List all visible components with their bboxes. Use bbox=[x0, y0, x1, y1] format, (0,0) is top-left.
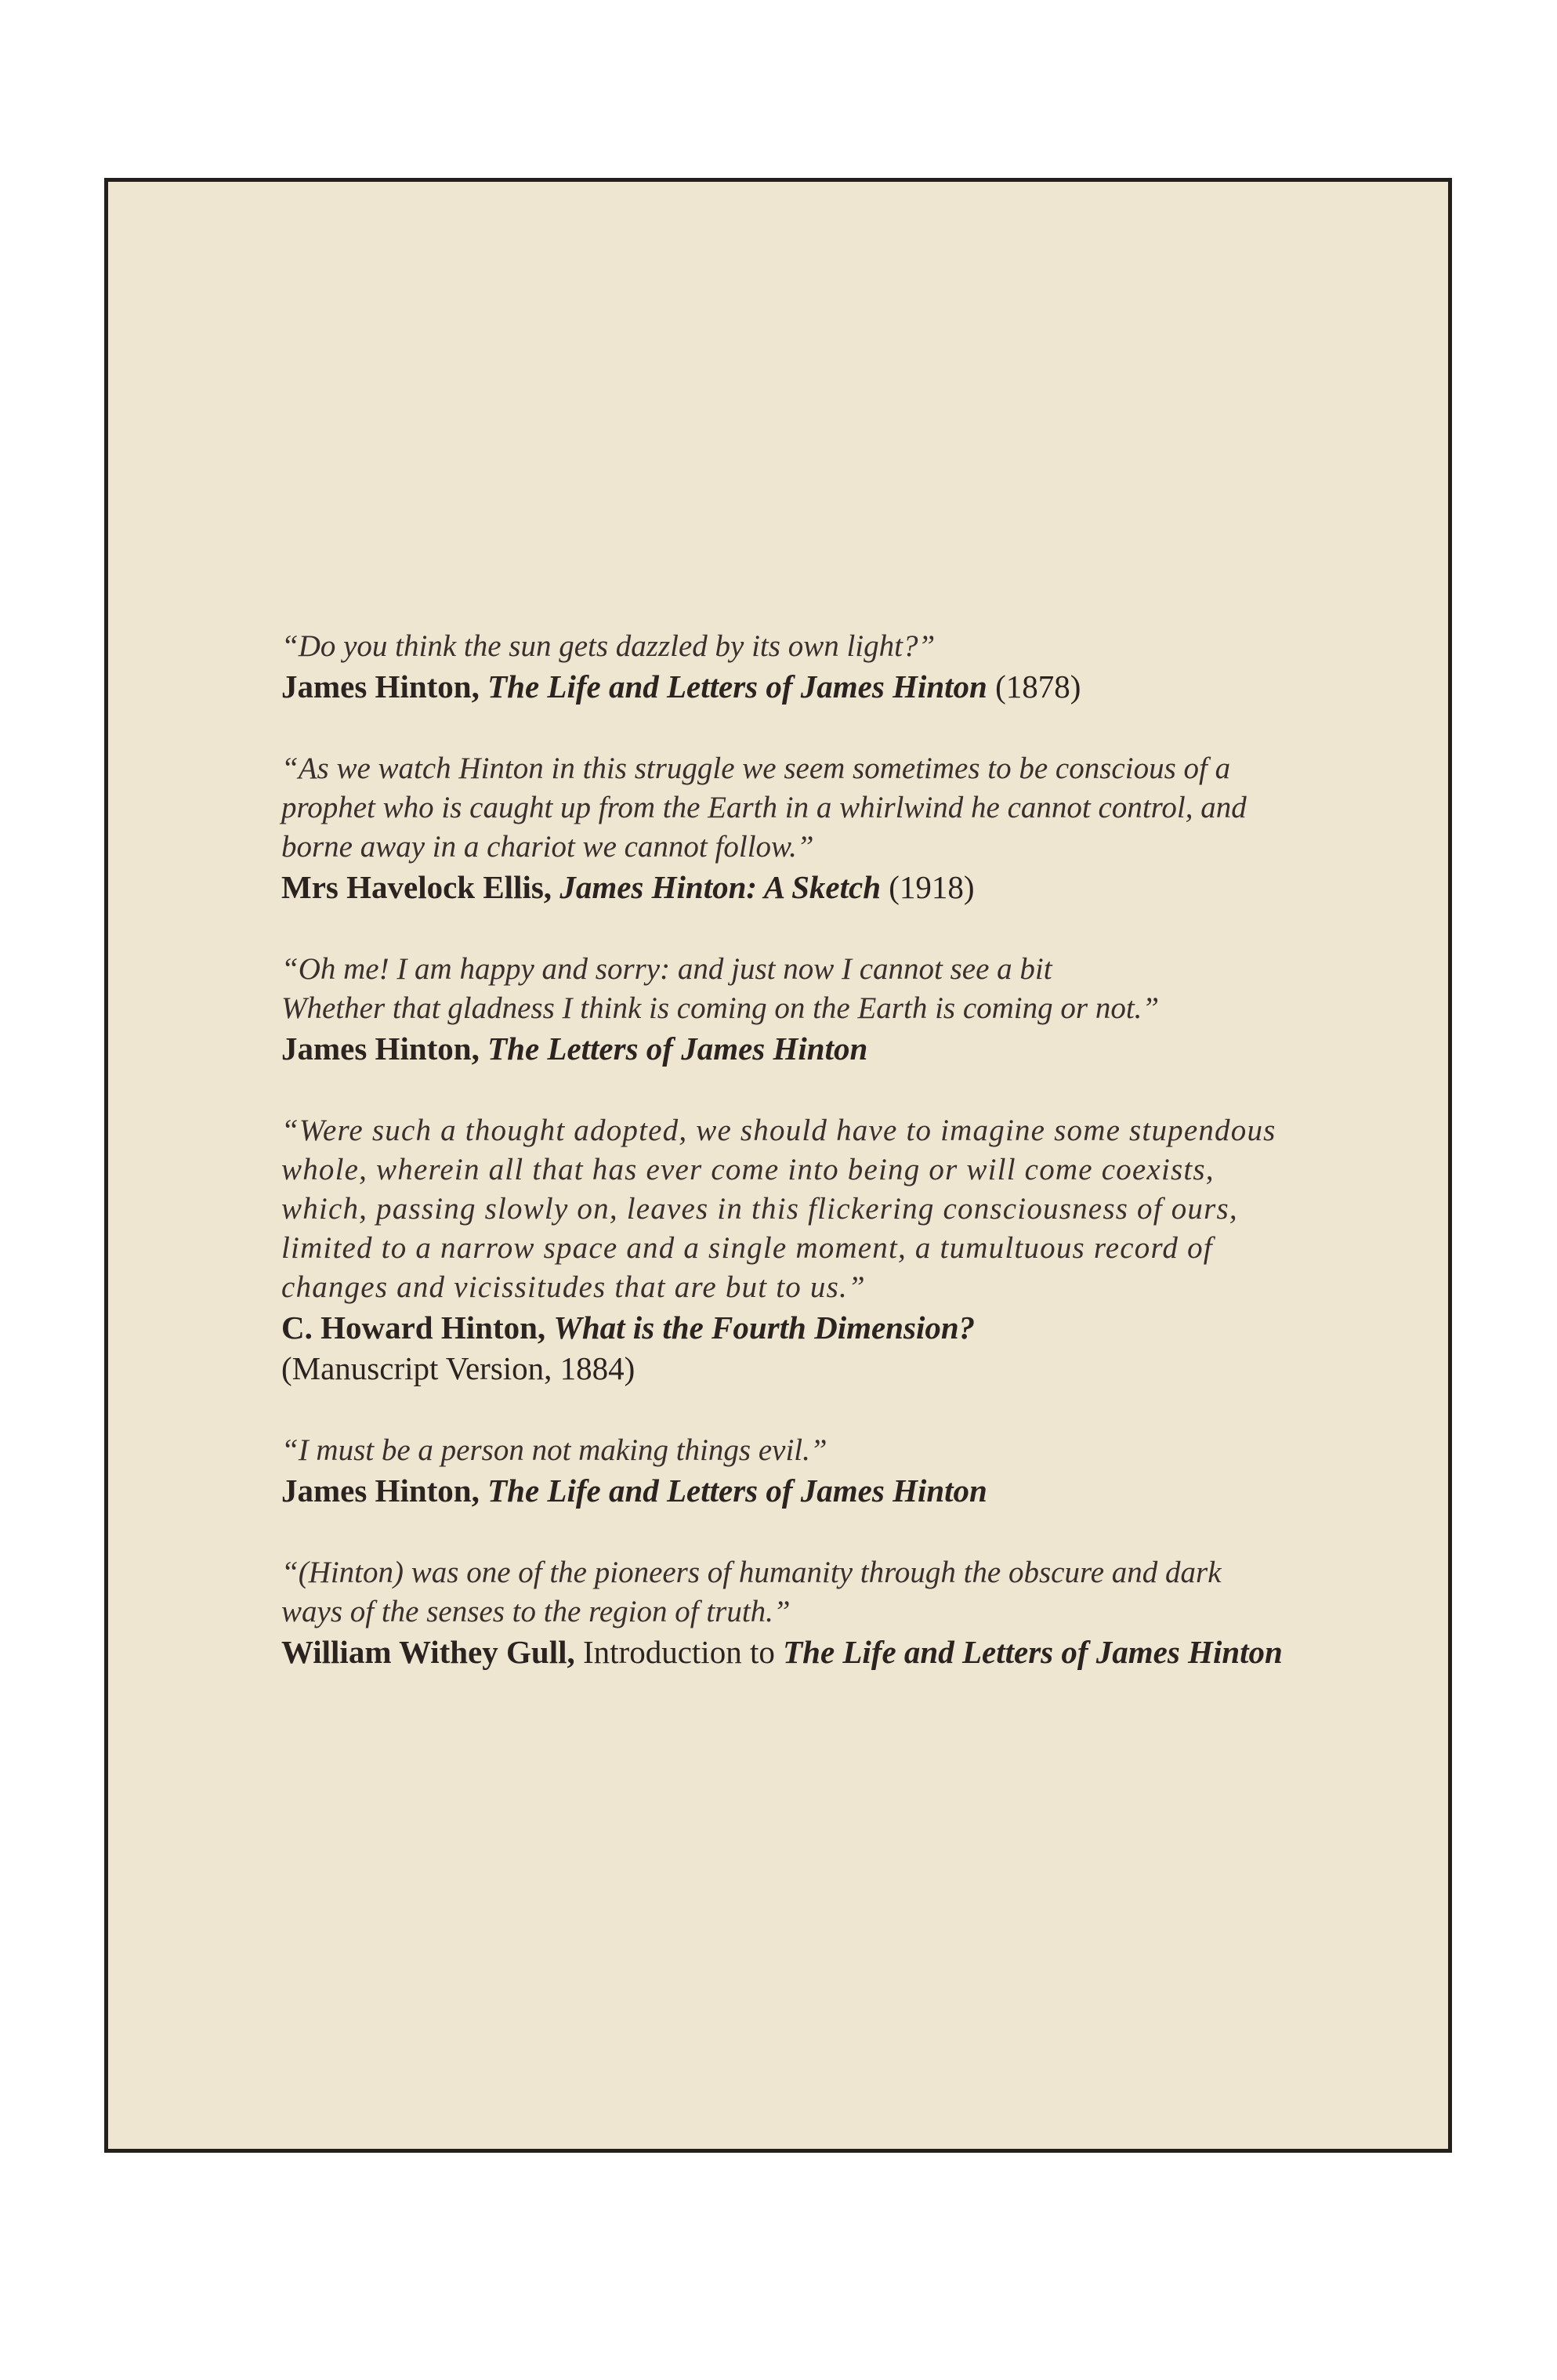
attribution-note bbox=[281, 1348, 1410, 1389]
quote-line: limited to a narrow space and a single moment, a tumultuous record of bbox=[281, 1231, 1213, 1265]
quote-text bbox=[281, 627, 1410, 666]
quote-connector: Introduction to bbox=[583, 1634, 775, 1670]
quote-line: changes and vicissitudes that are but to us.” bbox=[281, 1270, 866, 1304]
attribution bbox=[281, 1470, 1410, 1511]
quote-line: which, passing slowly on, leaves in this flickering consciousness of ours, bbox=[281, 1192, 1238, 1226]
quote-author: C. Howard Hinton, bbox=[281, 1310, 546, 1346]
quote-block-1 bbox=[281, 627, 1410, 707]
attribution bbox=[281, 867, 1410, 907]
quote-block-2 bbox=[281, 749, 1410, 907]
quote-work-title: James Hinton: A Sketch bbox=[559, 869, 881, 905]
quote-work-title: The Life and Letters of James Hinton bbox=[487, 1473, 987, 1509]
quote-line: borne away in a chariot we cannot follow.” bbox=[281, 830, 814, 864]
quote-year: (1918) bbox=[889, 869, 975, 905]
quote-work-title: The Life and Letters of James Hinton bbox=[783, 1634, 1283, 1670]
quote-line: “As we watch Hinton in this struggle we seem sometimes to be conscious of a bbox=[281, 752, 1231, 785]
quote-author: Mrs Havelock Ellis, bbox=[281, 869, 552, 905]
quote-block-3 bbox=[281, 950, 1410, 1069]
quote-text bbox=[281, 1431, 1410, 1470]
quote-line: “Do you think the sun gets dazzled by its own light?” bbox=[281, 629, 936, 663]
quote-line: prophet who is caught up from the Earth in a whirlwind he cannot control, and bbox=[281, 791, 1247, 824]
quote-line: whole, wherein all that has ever come into being or will come coexists, bbox=[281, 1153, 1215, 1186]
quote-author: James Hinton, bbox=[281, 1031, 480, 1067]
quote-block-5 bbox=[281, 1431, 1410, 1511]
quote-line: “Were such a thought adopted, we should have to imagine some stupendous bbox=[281, 1114, 1276, 1147]
attribution bbox=[281, 1028, 1410, 1069]
quote-text bbox=[281, 1553, 1410, 1632]
quote-block-6 bbox=[281, 1553, 1410, 1672]
quote-line: “I must be a person not making things evil.” bbox=[281, 1433, 827, 1467]
quote-author: James Hinton, bbox=[281, 668, 480, 705]
quote-text bbox=[281, 1111, 1410, 1307]
quote-line: ways of the senses to the region of truth.” bbox=[281, 1595, 791, 1628]
quote-source-note: (Manuscript Version, 1884) bbox=[281, 1350, 635, 1386]
quote-author: William Withey Gull, bbox=[281, 1634, 575, 1670]
quote-work-title: The Letters of James Hinton bbox=[487, 1031, 868, 1067]
quote-work-title: What is the Fourth Dimension? bbox=[553, 1310, 976, 1346]
attribution bbox=[281, 666, 1410, 707]
quote-line: Whether that gladness I think is coming on the Earth is coming or not.” bbox=[281, 991, 1160, 1025]
quote-author: James Hinton, bbox=[281, 1473, 480, 1509]
quotes-list bbox=[281, 627, 1410, 1715]
quote-text bbox=[281, 749, 1410, 867]
quote-line: “Oh me! I am happy and sorry: and just now I cannot see a bit bbox=[281, 952, 1052, 986]
quote-line: “(Hinton) was one of the pioneers of humanity through the obscure and dark bbox=[281, 1556, 1222, 1589]
quote-text bbox=[281, 950, 1410, 1028]
quote-block-4 bbox=[281, 1111, 1410, 1389]
quote-year: (1878) bbox=[995, 668, 1081, 705]
attribution bbox=[281, 1307, 1410, 1348]
quote-work-title: The Life and Letters of James Hinton bbox=[487, 668, 987, 705]
attribution bbox=[281, 1632, 1410, 1672]
